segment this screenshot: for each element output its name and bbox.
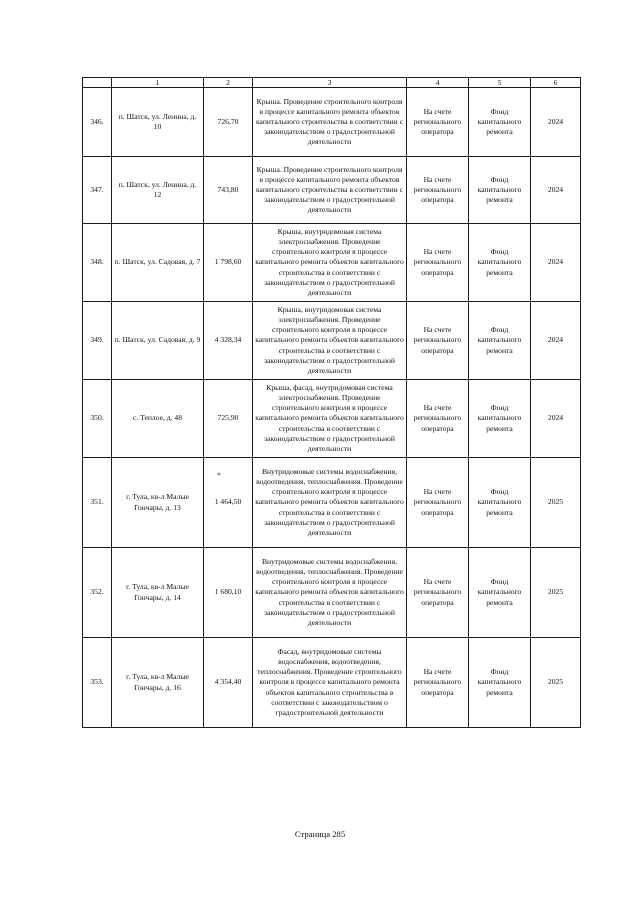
account-cell: На счете регионального оператора: [407, 224, 469, 302]
header-cell: 2: [204, 78, 253, 88]
works-cell: Крыша. Проведение строительного контроля в процессе капитального ремонта объектов капитального строительства в соответствии с законодательством о градостроительной деятельности: [253, 157, 407, 224]
funding-source-cell: Фонд капитального ремонта: [469, 224, 531, 302]
table-row: [83, 224, 581, 302]
funding-source-cell: Фонд капитального ремонта: [469, 157, 531, 224]
funding-source-cell: Фонд капитального ремонта: [469, 548, 531, 638]
address-cell: г. Тула, кв-л Малые Гончары, д. 16: [112, 638, 204, 728]
account-cell: На счете регионального оператора: [407, 88, 469, 157]
table-row: [83, 458, 581, 548]
area-cell: 1 464,50: [204, 458, 253, 548]
address-cell: п. Шатск, ул. Садовая, д. 7: [112, 224, 204, 302]
funding-source-cell: Фонд капитального ремонта: [469, 302, 531, 380]
works-cell: Крыша. Проведение строительного контроля в процессе капитального ремонта объектов капитального строительства в соответствии с законодательством о градостроительной деятельности: [253, 88, 407, 157]
area-cell: 1 798,60: [204, 224, 253, 302]
area-cell: 1 680,10: [204, 548, 253, 638]
header-cell: 5: [469, 78, 531, 88]
page-number: Страница 285: [294, 829, 346, 839]
header-cell: 3: [253, 78, 407, 88]
year-cell: 2024: [531, 302, 581, 380]
year-cell: 2024: [531, 380, 581, 458]
table-row: [83, 302, 581, 380]
row-number-cell: 347.: [83, 157, 112, 224]
row-number-cell: 350.: [83, 380, 112, 458]
address-cell: п. Шатск, ул. Ленина, д. 12: [112, 157, 204, 224]
funding-source-cell: Фонд капитального ремонта: [469, 638, 531, 728]
area-cell: 726,70: [204, 88, 253, 157]
works-cell: Крыша, внутридомовая система электроснабжения. Проведение строительного контроля в процессе капитального ремонта объектов капитального строительства в соответствии с законодательством о градостроительной деятельности: [253, 302, 407, 380]
works-cell: Крыша, фасад, внутридомовая система электроснабжения. Проведение строительного контроля в процессе капитального ремонта объектов капитального строительства в соответствии с законодательством о градостроительной деятельности: [253, 380, 407, 458]
year-cell: 2025: [531, 638, 581, 728]
works-cell: Крыша, внутридомовая система электроснабжения. Проведение строительного контроля в процессе капитального ремонта объектов капитального строительства в соответствии с законодательством о градостроительной деятельности: [253, 224, 407, 302]
area-cell: 4 354,40: [204, 638, 253, 728]
row-number-cell: 352.: [83, 548, 112, 638]
header-cell: 1: [112, 78, 204, 88]
area-cell: 743,80: [204, 157, 253, 224]
table-row: [83, 638, 581, 728]
funding-source-cell: Фонд капитального ремонта: [469, 380, 531, 458]
table-row: [83, 548, 581, 638]
account-cell: На счете регионального оператора: [407, 458, 469, 548]
account-cell: На счете регионального оператора: [407, 157, 469, 224]
address-cell: г. Тула, кв-л Малые Гончары, д. 13: [112, 458, 204, 548]
table-row: [83, 157, 581, 224]
year-cell: 2024: [531, 157, 581, 224]
year-cell: 2024: [531, 224, 581, 302]
area-cell: 725,90: [204, 380, 253, 458]
table-row: [83, 380, 581, 458]
account-cell: На счете регионального оператора: [407, 638, 469, 728]
address-cell: п. Шатск, ул. Садовая, д. 9: [112, 302, 204, 380]
column-number-row: [83, 78, 581, 88]
year-cell: 2025: [531, 548, 581, 638]
account-cell: На счете регионального оператора: [407, 302, 469, 380]
header-cell: [83, 78, 112, 88]
address-cell: п. Шатск, ул. Ленина, д. 10: [112, 88, 204, 157]
row-number-cell: 346.: [83, 88, 112, 157]
row-number-cell: 353.: [83, 638, 112, 728]
year-cell: 2024: [531, 88, 581, 157]
works-cell: Внутридомовые системы водоснабжения, водоотведения, теплоснабжения. Проведение строительного контроля в процессе капитального ремонта объектов капитального строительства в соответствии с законодательством о градостроительной деятельности: [253, 458, 407, 548]
account-cell: На счете регионального оператора: [407, 548, 469, 638]
works-cell: Фасад, внутридомовые системы водоснабжения, водоотведения, теплоснабжения. Проведение строительного контроля в процессе капитального ремонта объектов капитального строительства в соответствии с законодательством о градостроительной деятельности: [253, 638, 407, 728]
table-row: [83, 88, 581, 157]
row-number-cell: 348.: [83, 224, 112, 302]
year-cell: 2025: [531, 458, 581, 548]
address-cell: г. Тула, кв-л Малые Гончары, д. 14: [112, 548, 204, 638]
capital-repair-table: [82, 77, 581, 728]
funding-source-cell: Фонд капитального ремонта: [469, 88, 531, 157]
works-cell: Внутридомовые системы водоснабжения, водоотведения, теплоснабжения. Проведение строительного контроля в процессе капитального ремонта объектов капитального строительства в соответствии с законодательством о градостроительной деятельности: [253, 548, 407, 638]
area-cell: 4 328,34: [204, 302, 253, 380]
header-cell: 6: [531, 78, 581, 88]
row-number-cell: 349.: [83, 302, 112, 380]
address-cell: с. Теплое, д. 48: [112, 380, 204, 458]
account-cell: На счете регионального оператора: [407, 380, 469, 458]
funding-source-cell: Фонд капитального ремонта: [469, 458, 531, 548]
header-cell: 4: [407, 78, 469, 88]
row-number-cell: 351.: [83, 458, 112, 548]
margin-asterisk: *: [217, 471, 221, 480]
